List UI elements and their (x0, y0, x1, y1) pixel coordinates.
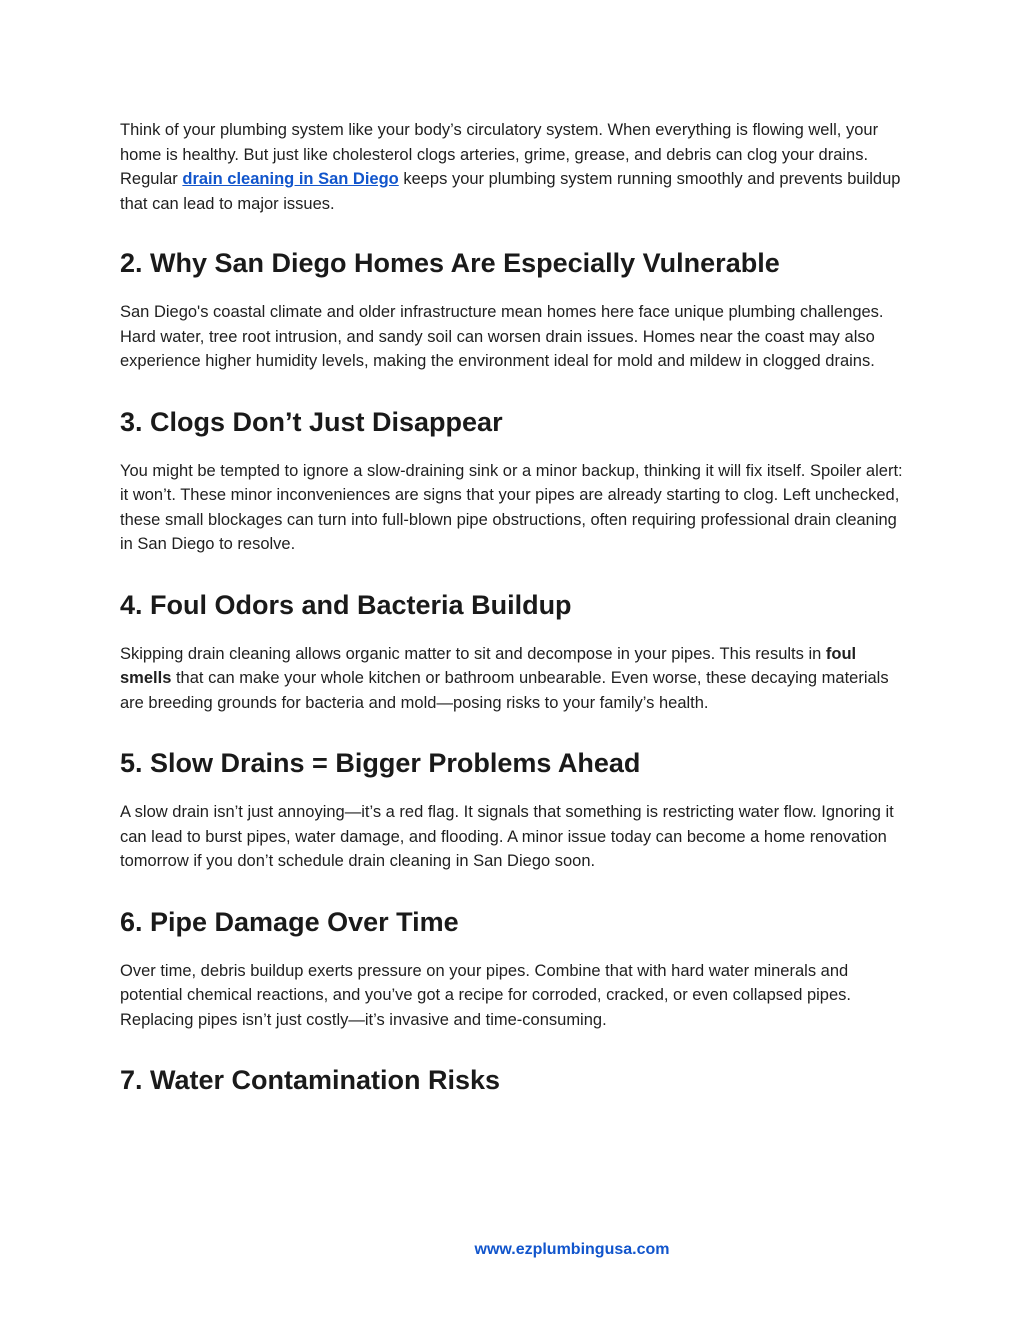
document-page (120, 118, 910, 1096)
section-body-4-text-before-bold: Skipping drain cleaning allows organic matter to sit and decompose in your pipes. This results in (120, 644, 826, 663)
section-heading-7: 7. Water Contamination Risks (120, 1065, 501, 1095)
section-body-3: You might be tempted to ignore a slow-draining sink or a minor backup, thinking it will fix itself. Spoiler alert: it won’t. These minor inconveniences are signs that your pipes are already starting to clog. Left unchecked, these small blockages can turn into full-blown pipe obstructions, often requiring professional drain cleaning in San Diego to resolve. (120, 461, 903, 553)
section-heading-3: 3. Clogs Don’t Just Disappear (120, 406, 503, 437)
section-body-4-text-after-bold: that can make your whole kitchen or bathroom unbearable. Even worse, these decaying materials are breeding grounds for bacteria and mold—posing risks to your family’s health. (120, 669, 889, 712)
intro-paragraph (120, 118, 910, 216)
section-body-6: Over time, debris buildup exerts pressure on your pipes. Combine that with hard water minerals and potential chemical reactions, and you’ve got a recipe for corroded, cracked, or even collapsed pipes. Replacing pipes isn’t just costly—it’s invasive and time-consuming. (120, 961, 851, 1029)
intro-text-after-link: keeps your plumbing system running smoothly and prevents buildup that can lead to major issues. (120, 170, 901, 213)
section-body-5: A slow drain isn’t just annoying—it’s a red flag. It signals that something is restricting water flow. Ignoring it can lead to burst pipes, water damage, and flooding. A minor issue today can become a home renovation tomorrow if you don’t schedule drain cleaning in San Diego soon. (120, 803, 894, 870)
foul-smells-bold-text: foul smells (120, 644, 857, 687)
section-body-2: San Diego's coastal climate and older infrastructure mean homes here face unique plumbing challenges. Hard water, tree root intrusion, and sandy soil can worsen drain issues. Homes near the coast may also experience higher humidity levels, making the environment ideal for mold and mildew in clogged drains. (120, 303, 884, 370)
intro-text-before-link: Think of your plumbing system like your body’s circulatory system. When everything is flowing well, your home is healthy. But just like cholesterol clogs arteries, grime, grease, and debris can clog your drains. Regular (120, 121, 879, 188)
section-heading-4: 4. Foul Odors and Bacteria Buildup (120, 589, 572, 620)
footer-website: www.ezplumbingusa.com (474, 1241, 670, 1258)
drain-cleaning-link[interactable]: drain cleaning in San Diego (182, 170, 399, 188)
section-heading-6: 6. Pipe Damage Over Time (120, 906, 459, 937)
section-heading-2: 2. Why San Diego Homes Are Especially Vulnerable (120, 248, 780, 278)
section-heading-5: 5. Slow Drains = Bigger Problems Ahead (120, 748, 641, 778)
section-body-4 (120, 642, 910, 716)
